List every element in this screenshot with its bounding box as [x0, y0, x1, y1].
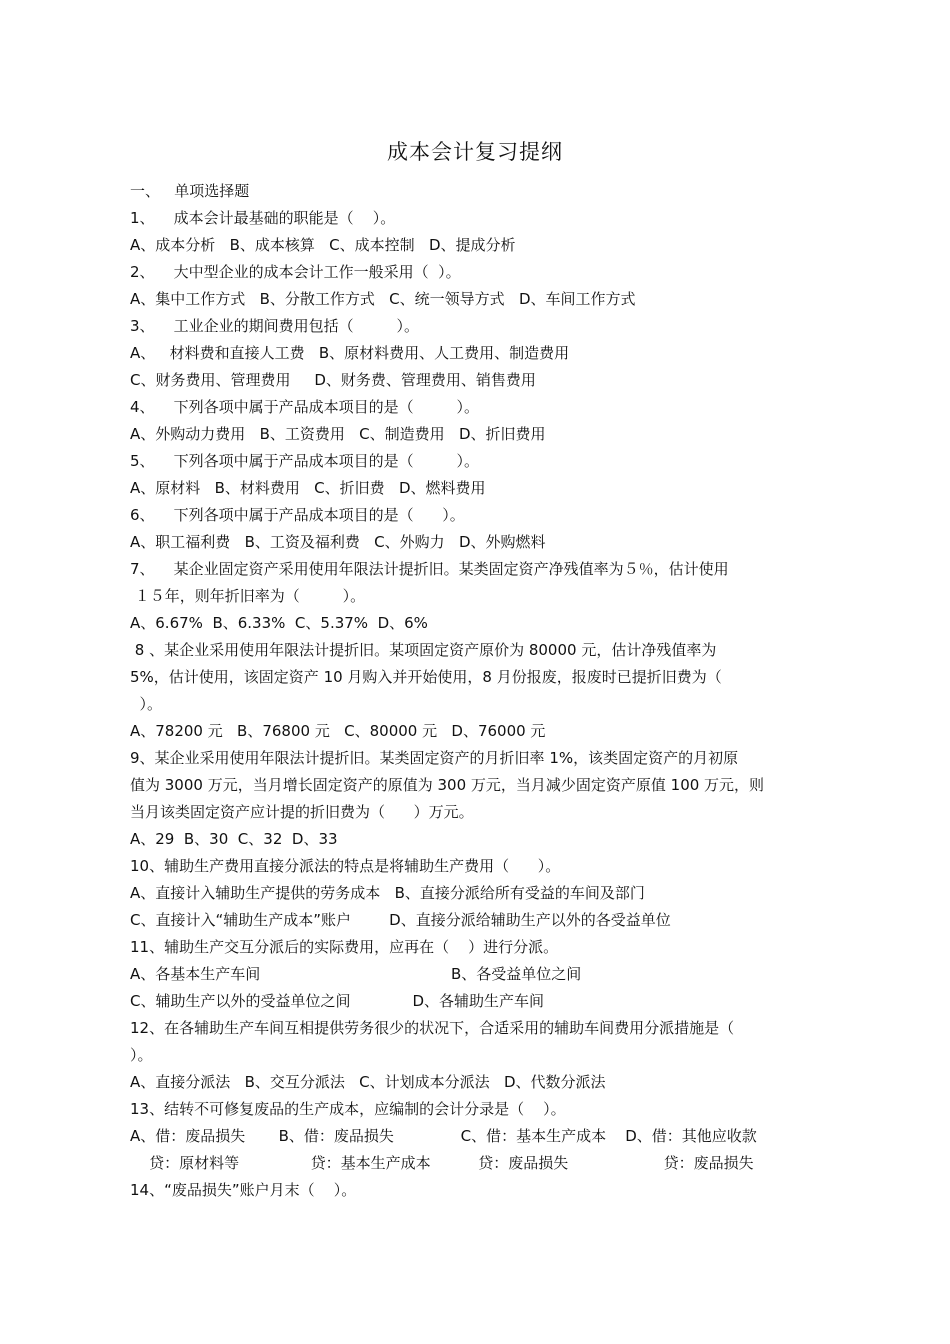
text-line: C、财务费用、管理费用 D、财务费、管理费用、销售费用 — [130, 371, 536, 389]
text-line: A、6.67% B、6.33% C、5.37% D、6% — [130, 614, 428, 632]
question-list — [130, 178, 820, 1204]
text-line: 当月该类固定资产应计提的折旧费为（ ）万元。 — [130, 803, 474, 821]
text-line: 13、结转不可修复废品的生产成本，应编制的会计分录是（ ）。 — [130, 1100, 566, 1118]
text-line: ）。 — [130, 695, 163, 713]
text-line: A、职工福利费 B、工资及福利费 C、外购力 D、外购燃料 — [130, 533, 546, 551]
text-line: 6、 下列各项中属于产品成本项目的是（ ）。 — [130, 506, 465, 524]
text-line: 3、 工业企业的期间费用包括（ ）。 — [130, 317, 420, 335]
text-line: A、集中工作方式 B、分散工作方式 C、统一领导方式 D、车间工作方式 — [130, 290, 636, 308]
text-line: 9、某企业采用使用年限法计提折旧。某类固定资产的月折旧率 1%，该类固定资产的月初原 — [130, 749, 739, 767]
text-line: A、 材料费和直接人工费 B、原材料费用、人工费用、制造费用 — [130, 344, 570, 362]
text-line: １５年，则年折旧率为（ ）。 — [130, 587, 366, 605]
text-line: A、各基本生产车间 B、各受益单位之间 — [130, 965, 582, 983]
text-line: C、辅助生产以外的受益单位之间 D、各辅助生产车间 — [130, 992, 545, 1010]
text-line: 10、辅助生产费用直接分派法的特点是将辅助生产费用（ ）。 — [130, 857, 561, 875]
text-line: A、原材料 B、材料费用 C、折旧费 D、燃料费用 — [130, 479, 486, 497]
text-line: A、直接计入辅助生产提供的劳务成本 B、直接分派给所有受益的车间及部门 — [130, 884, 645, 902]
text-line: 12、在各辅助生产车间互相提供劳务很少的状况下，合适采用的辅助车间费用分派措施是（ — [130, 1019, 735, 1037]
text-line: A、成本分析 B、成本核算 C、成本控制 D、提成分析 — [130, 236, 516, 254]
text-line: A、外购动力费用 B、工资费用 C、制造费用 D、折旧费用 — [130, 425, 546, 443]
text-line: A、29 B、30 C、32 D、33 — [130, 830, 338, 848]
text-line: A、78200 元 B、76800 元 C、80000 元 D、76000 元 — [130, 722, 546, 740]
page-title: 成本会计复习提纲 — [387, 140, 563, 164]
text-line: 5%，估计使用，该固定资产 10 月购入并开始使用，8 月份报废，报废时已提折旧费为（ — [130, 668, 722, 686]
text-line: 2、 大中型企业的成本会计工作一般采用（ ）。 — [130, 263, 461, 281]
text-line: C、直接计入“辅助生产成本”账户 D、直接分派给辅助生产以外的各受益单位 — [130, 911, 671, 929]
text-line: 14、“废品损失”账户月末（ ）。 — [130, 1181, 357, 1199]
text-line: 贷：原材料等 贷：基本生产成本 贷：废品损失 贷：废品损失 — [130, 1154, 754, 1172]
text-line: ）。 — [130, 1046, 153, 1064]
text-line: 4、 下列各项中属于产品成本项目的是（ ）。 — [130, 398, 480, 416]
text-line: 一、 单项选择题 — [130, 182, 250, 200]
text-line: 5、 下列各项中属于产品成本项目的是（ ）。 — [130, 452, 480, 470]
text-line: 1、 成本会计最基础的职能是（ ）。 — [130, 209, 396, 227]
text-line: 8 、某企业采用使用年限法计提折旧。某项固定资产原价为 80000 元，估计净残值率为 — [130, 641, 717, 659]
text-line: 11、辅助生产交互分派后的实际费用，应再在（ ）进行分派。 — [130, 938, 559, 956]
text-line: 值为 3000 万元，当月增长固定资产的原值为 300 万元，当月减少固定资产原值 100 万元，则 — [130, 776, 765, 794]
text-line: A、借：废品损失 B、借：废品损失 C、借：基本生产成本 D、借：其他应收款 — [130, 1127, 757, 1145]
text-line: A、直接分派法 B、交互分派法 C、计划成本分派法 D、代数分派法 — [130, 1073, 606, 1091]
text-line: 7、 某企业固定资产采用使用年限法计提折旧。某类固定资产净残值率为５％，估计使用 — [130, 560, 729, 578]
